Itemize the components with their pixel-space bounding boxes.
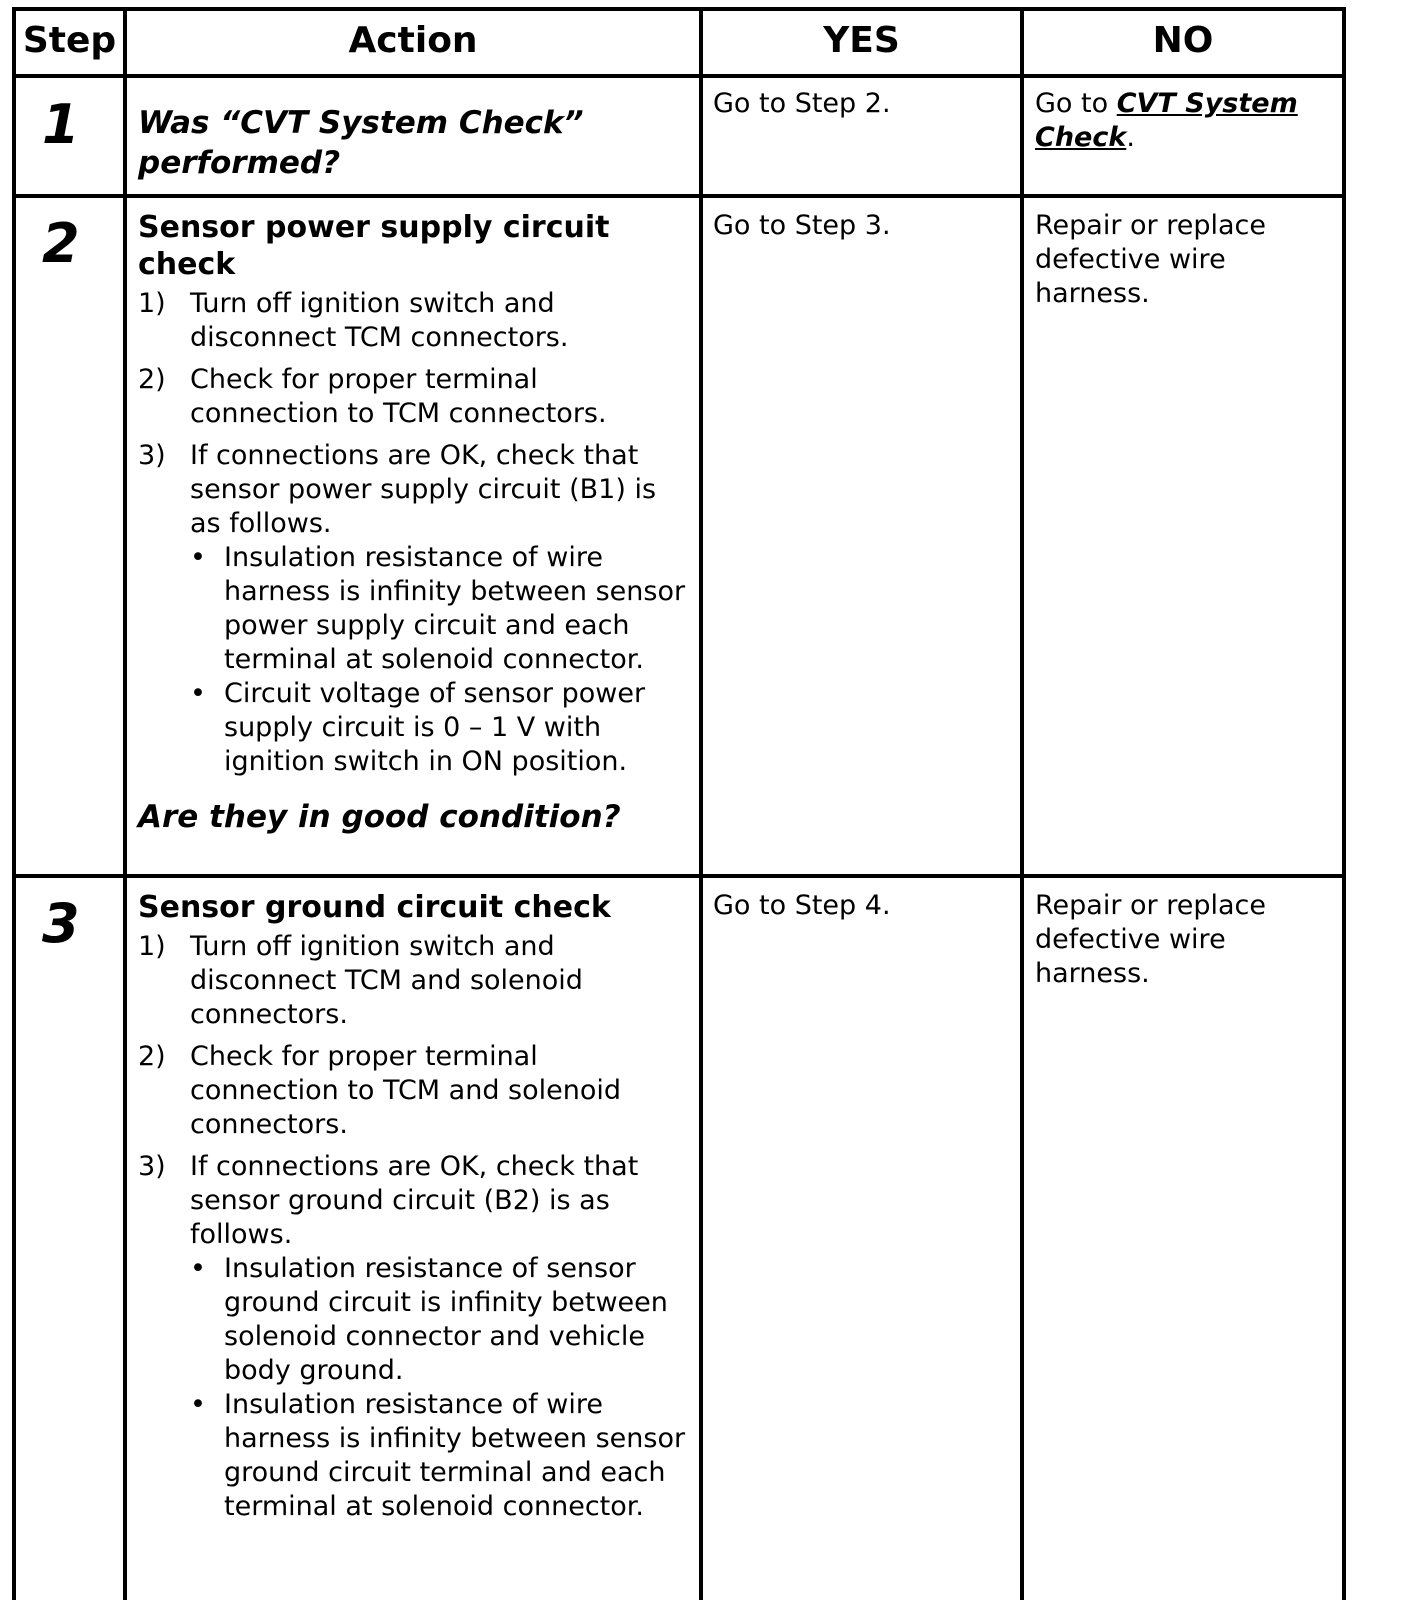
step-2-yes: Go to Step 3. bbox=[713, 210, 891, 241]
bullet-icon: • bbox=[190, 542, 206, 573]
step-3-title: Sensor ground circuit check bbox=[138, 890, 611, 925]
step-2-conditions bbox=[190, 541, 688, 779]
column-divider-yes bbox=[1020, 7, 1024, 1600]
table-border-left bbox=[12, 7, 16, 1600]
bullet-icon: • bbox=[190, 1253, 206, 1284]
step-2-no: Repair or replace defective wire harness. bbox=[1035, 210, 1266, 309]
cvt-system-check-link[interactable]: CVT System Check bbox=[1035, 88, 1298, 153]
step-number-1: 1 bbox=[42, 93, 80, 156]
step-1-question: Was “CVT System Check” performed? bbox=[138, 105, 584, 181]
row-divider-2 bbox=[12, 874, 1346, 878]
step-number-3: 3 bbox=[42, 892, 80, 955]
header-yes: YES bbox=[823, 20, 900, 61]
step-2-question: Are they in good condition? bbox=[138, 799, 621, 835]
row-divider-1 bbox=[12, 194, 1346, 198]
step-3-conditions bbox=[190, 1252, 688, 1524]
bullet-icon: • bbox=[190, 1389, 206, 1420]
step-2-title: Sensor power supply circuit check bbox=[138, 210, 610, 282]
diagnostic-table bbox=[12, 7, 1398, 1600]
step-1-no-suffix: . bbox=[1126, 122, 1135, 153]
column-divider-step bbox=[123, 7, 127, 1600]
header-no: NO bbox=[1152, 20, 1214, 61]
header-step: Step bbox=[22, 20, 117, 61]
list-item: 3) If connections are OK, check that sensor power supply circuit (B1) is as follows. bbox=[138, 440, 657, 539]
step-2-procedure bbox=[138, 287, 688, 541]
list-item: • Insulation resistance of wire harness is infinity between sensor power supply circuit and each terminal at solenoid connector. bbox=[190, 542, 686, 675]
list-item: 1) Turn off ignition switch and disconnect TCM connectors. bbox=[138, 288, 569, 353]
step-3-yes: Go to Step 4. bbox=[713, 890, 891, 921]
step-1-no-prefix: Go to bbox=[1035, 88, 1117, 119]
header-divider bbox=[12, 74, 1346, 78]
step-1-yes: Go to Step 2. bbox=[713, 88, 891, 119]
header-action: Action bbox=[348, 20, 478, 61]
list-item: 1) Turn off ignition switch and disconnect TCM and solenoid connectors. bbox=[138, 931, 583, 1030]
bullet-icon: • bbox=[190, 678, 206, 709]
list-item: • Circuit voltage of sensor power supply circuit is 0 – 1 V with ignition switch in ON position. bbox=[190, 678, 646, 777]
step-3-procedure bbox=[138, 930, 688, 1252]
step-3-no: Repair or replace defective wire harness. bbox=[1035, 890, 1266, 989]
list-item: • Insulation resistance of wire harness is infinity between sensor ground circuit terminal and each terminal at solenoid connector. bbox=[190, 1389, 686, 1522]
step-number-2: 2 bbox=[42, 212, 80, 275]
list-item: • Insulation resistance of sensor ground circuit is infinity between solenoid connector and vehicle body ground. bbox=[190, 1253, 668, 1386]
list-item: 3) If connections are OK, check that sensor ground circuit (B2) is as follows. bbox=[138, 1151, 639, 1250]
list-item: 2) Check for proper terminal connection to TCM and solenoid connectors. bbox=[138, 1041, 622, 1140]
column-divider-action bbox=[699, 7, 703, 1600]
list-item: 2) Check for proper terminal connection to TCM connectors. bbox=[138, 364, 607, 429]
table-border-right bbox=[1342, 7, 1346, 1600]
step-1-no bbox=[1035, 87, 1335, 155]
step-3-action bbox=[138, 889, 688, 1524]
step-2-action bbox=[138, 209, 688, 837]
